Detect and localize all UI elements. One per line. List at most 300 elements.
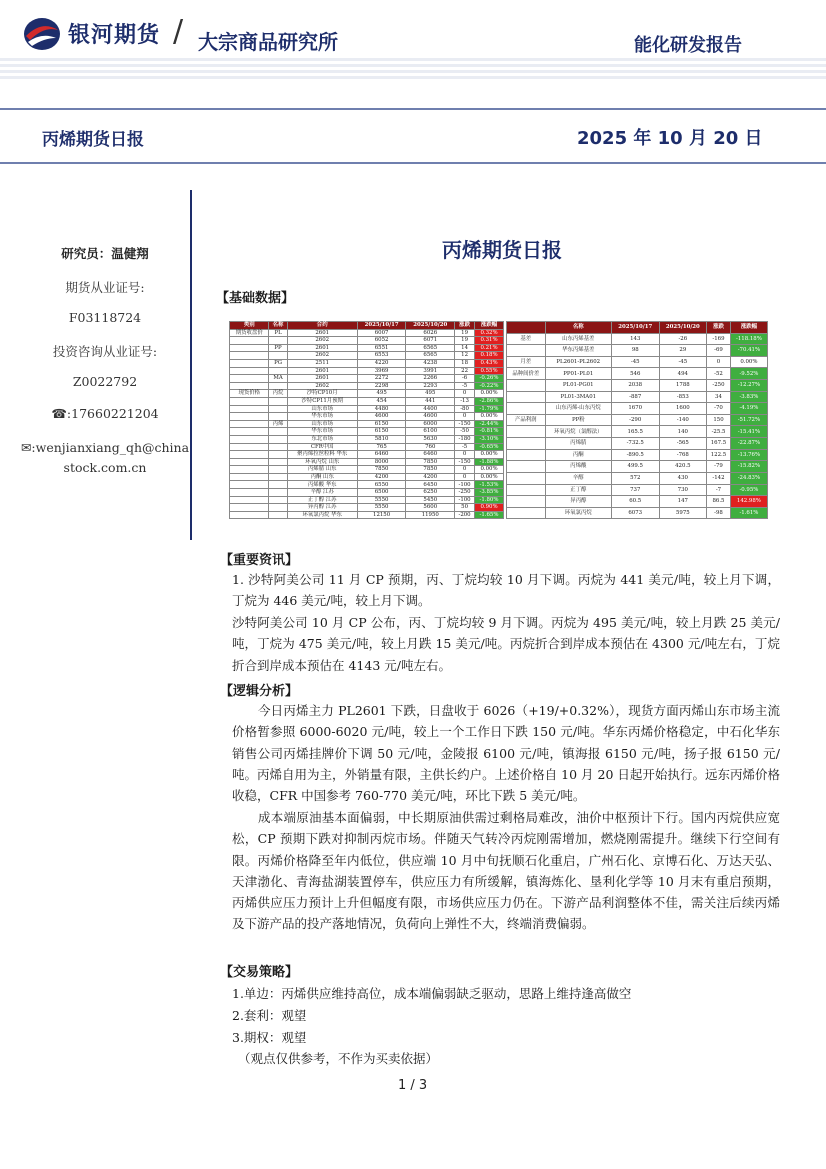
table-cell: 0	[455, 473, 475, 481]
table-cell: -22.87%	[730, 438, 767, 450]
table-cell: 山东丙烯-山东丙烷	[545, 403, 611, 415]
table-row	[230, 458, 504, 466]
table-row	[230, 420, 504, 428]
table-cell: -24.83%	[730, 472, 767, 484]
table-cell: 454	[357, 397, 406, 405]
table-cell: 辛醇	[545, 472, 611, 484]
table-cell: 0.90%	[475, 504, 504, 512]
table-cell: 98	[611, 345, 659, 357]
table-cell: 2038	[611, 380, 659, 392]
table-cell: 2601	[287, 344, 357, 352]
table-cell: -887	[611, 391, 659, 403]
table-cell: -1.79%	[475, 405, 504, 413]
table-cell: 0.00%	[475, 466, 504, 474]
table-cell: 丙酮	[545, 449, 611, 461]
table-row	[507, 368, 768, 380]
table-cell	[269, 413, 287, 421]
table-cell: 86.5	[707, 496, 731, 508]
table-row	[507, 333, 768, 345]
table-cell: 0.00%	[475, 451, 504, 459]
strategy-single: 1.单边：丙烯供应维持高位，成本端偏弱缺乏驱动，思路上维持逢高做空	[232, 986, 632, 1001]
table-cell	[507, 496, 546, 508]
company-name: 银河期货	[68, 23, 161, 48]
table-cell: -52	[707, 368, 731, 380]
table-cell: 0.31%	[475, 337, 504, 345]
table-cell: 22	[455, 367, 475, 375]
table-cell: 华东市场	[287, 428, 357, 436]
table-cell: 6565	[406, 344, 455, 352]
table-row	[507, 391, 768, 403]
table-cell: 2272	[357, 375, 406, 383]
table-cell	[507, 484, 546, 496]
table-cell: -51.72%	[730, 414, 767, 426]
basic-data-table	[229, 321, 771, 537]
table-cell: -150	[455, 458, 475, 466]
logic-paragraph-1: 今日丙烯主力 PL2601 下跌，日盘收于 6026（+19/+0.32%），现货方面丙烯山东市场主流价格暂参照 6000-6020 元/吨，较上一个工作日下跌 150 元/吨。华东丙烯价格稳定，中石化华东销售公司丙烯挂牌价下调 50 元/吨，金陵报 6100 元/吨，镇海报 6150 元/吨，扬子报 6150 元/吨。丙烯自用为主，外销量有限，主供长约户。上述价格自 10 月 20 日起开始执行。远东丙烯价格收稳，CFR 中国参考 760-770 美元/吨，环比下跌 5 美元/吨。	[232, 703, 780, 804]
table-cell	[230, 397, 269, 405]
table-cell: 4600	[357, 413, 406, 421]
invest-cert-number: Z0022792	[72, 374, 138, 389]
table-cell: 正丁醇 江苏	[287, 496, 357, 504]
table-cell: 730	[659, 484, 707, 496]
strategy-arbitrage: 2.套利：观望	[232, 1008, 307, 1023]
table-row	[507, 461, 768, 473]
table-cell: 6071	[406, 337, 455, 345]
table-cell: 6550	[357, 481, 406, 489]
table-cell: -6	[455, 375, 475, 383]
table-row	[230, 466, 504, 474]
table-cell: 0.21%	[475, 344, 504, 352]
table-cell: 2602	[287, 352, 357, 360]
table-cell: 品种间价差	[507, 368, 546, 380]
table-cell: 6553	[357, 352, 406, 360]
table-row	[507, 414, 768, 426]
table-cell: -15.41%	[730, 426, 767, 438]
table-cell: 5975	[659, 507, 707, 519]
phone-number: ☎:17660221204	[51, 406, 159, 421]
table-cell: 6073	[611, 507, 659, 519]
table-cell	[507, 426, 546, 438]
table-cell	[230, 435, 269, 443]
table-cell: -13.76%	[730, 449, 767, 461]
table-cell: 147	[659, 496, 707, 508]
table-header-cell: 2025/10/20	[659, 322, 707, 334]
table-header-cell	[507, 322, 546, 334]
table-cell: 4200	[357, 473, 406, 481]
table-cell: -1.65%	[475, 511, 504, 519]
table-cell: 6052	[357, 337, 406, 345]
table-cell: 2601	[287, 375, 357, 383]
table-cell: 正丁醇	[545, 484, 611, 496]
table-header-cell: 合约	[287, 322, 357, 330]
table-cell: 760	[406, 443, 455, 451]
table-row	[230, 352, 504, 360]
table-cell: -4.19%	[730, 403, 767, 415]
table-cell: -80	[455, 405, 475, 413]
table-cell	[269, 489, 287, 497]
page-number: 1 / 3	[398, 1078, 428, 1093]
table-row	[230, 511, 504, 519]
section-strategy: 【交易策略】	[220, 965, 299, 980]
table-cell: 2601	[287, 329, 357, 337]
table-header-cell: 类别	[230, 322, 269, 330]
table-cell: -3.83%	[730, 391, 767, 403]
table-cell: 华东丙烯基差	[545, 345, 611, 357]
table-cell: 14	[455, 344, 475, 352]
table-cell: 0	[455, 413, 475, 421]
table-cell: 167.5	[707, 438, 731, 450]
table-cell: 572	[611, 472, 659, 484]
table-cell	[230, 413, 269, 421]
table-cell: 5810	[357, 435, 406, 443]
table-cell: -2.44%	[475, 420, 504, 428]
table-cell: 丙烷	[269, 390, 287, 398]
table-cell: 丙烯酸 华东	[287, 481, 357, 489]
table-cell	[269, 458, 287, 466]
table-row	[230, 390, 504, 398]
table-cell: 546	[611, 368, 659, 380]
table-cell: 7850	[406, 458, 455, 466]
institute-name: 大宗商品研究所	[198, 30, 338, 54]
table-cell: 0.32%	[475, 329, 504, 337]
table-cell: 420.5	[659, 461, 707, 473]
table-cell: -3.85%	[475, 489, 504, 497]
table-cell: 2511	[287, 359, 357, 367]
table-cell: 60.5	[611, 496, 659, 508]
table-cell: 丙烯酸	[545, 461, 611, 473]
futures-spot-table	[229, 321, 504, 519]
table-cell: 沙特CP11月预期	[287, 397, 357, 405]
table-cell: 辛醇 江苏	[287, 489, 357, 497]
table-cell: 5550	[357, 504, 406, 512]
table-cell: -50	[455, 428, 475, 436]
table-cell: -45	[659, 356, 707, 368]
table-cell: 494	[659, 368, 707, 380]
disclaimer-note: （观点仅供参考，不作为买卖依据）	[238, 1051, 439, 1066]
table-cell: -2.86%	[475, 397, 504, 405]
table-cell: -890.5	[611, 449, 659, 461]
table-cell: -5	[455, 443, 475, 451]
table-cell	[269, 397, 287, 405]
table-cell: 11950	[406, 511, 455, 519]
table-row	[230, 428, 504, 436]
header-stripe	[0, 58, 826, 80]
table-cell: 18	[455, 359, 475, 367]
table-cell	[507, 461, 546, 473]
table-row	[230, 344, 504, 352]
table-cell: 19	[455, 337, 475, 345]
table-cell: -5	[455, 382, 475, 390]
table-cell: 环氧氯丙烷	[545, 507, 611, 519]
table-row	[230, 337, 504, 345]
logic-paragraph-2: 成本端原油基本面偏弱，中长期原油供需过剩格局难改，油价中枢预计下行。国内丙烷供应宽松，CP 预期下跌对抑制丙烷市场。伴随天气转冷丙烷刚需增加，燃烧刚需提升。继续下行空间有限。丙烯价格降至年内低位，供应端 10 月中旬抚顺石化重启，广州石化、京博石化、万达天弘、天津渤化、青海盐湖装置停车，供应压力有所缓解，镇海炼化、垦利化学等 10 月末有重启预期，丙烯供应压力预计上升但幅度有限，市场供应压力仍在。下游产品利润整体不佳，需关注后续丙烯及下游产品的投产落地情况，负荷向上弹性不大，终端消费偏弱。	[232, 810, 780, 932]
table-cell	[507, 449, 546, 461]
table-cell: PP	[269, 344, 287, 352]
futures-cert-label: 期货从业证号:	[65, 280, 145, 295]
table-cell: 765	[357, 443, 406, 451]
table-cell: PG	[269, 359, 287, 367]
table-cell: 430	[659, 472, 707, 484]
table-cell: 环氧氯丙烷 华东	[287, 511, 357, 519]
table-row	[507, 484, 768, 496]
page-header	[0, 0, 826, 80]
table-cell: 0.00%	[475, 390, 504, 398]
table-cell: -0.65%	[475, 443, 504, 451]
section-basic-data: 【基础数据】	[216, 291, 295, 306]
strategy-options: 3.期权：观望	[232, 1030, 307, 1045]
table-cell	[230, 443, 269, 451]
table-cell: 8000	[357, 458, 406, 466]
table-cell: 6460	[406, 451, 455, 459]
table-cell	[230, 466, 269, 474]
table-cell: -200	[455, 511, 475, 519]
table-cell	[269, 367, 287, 375]
table-row	[230, 443, 504, 451]
table-row	[230, 496, 504, 504]
table-cell: 6150	[357, 428, 406, 436]
table-cell: -0.26%	[475, 375, 504, 383]
table-row	[507, 496, 768, 508]
table-cell: 122.5	[707, 449, 731, 461]
table-row	[507, 472, 768, 484]
table-cell: 5600	[406, 504, 455, 512]
table-cell: 丙酮 山东	[287, 473, 357, 481]
table-cell: 丙烯腈	[545, 438, 611, 450]
table-header-cell: 2025/10/17	[357, 322, 406, 330]
table-row	[230, 367, 504, 375]
table-cell: 7850	[357, 466, 406, 474]
table-cell: 140	[659, 426, 707, 438]
table-cell: 2602	[287, 337, 357, 345]
table-cell: 50	[455, 504, 475, 512]
table-cell	[269, 504, 287, 512]
table-row	[230, 473, 504, 481]
section-logic: 【逻辑分析】	[220, 684, 299, 699]
table-row	[230, 397, 504, 405]
table-cell: 12	[455, 352, 475, 360]
table-row	[507, 426, 768, 438]
table-cell: -0.22%	[475, 382, 504, 390]
table-cell	[230, 451, 269, 459]
report-date: 2025 年 10 月 20 日	[577, 128, 763, 149]
table-cell: 150	[707, 414, 731, 426]
table-cell: 0.00%	[475, 473, 504, 481]
table-header-row	[507, 322, 768, 334]
table-cell: 34	[707, 391, 731, 403]
table-cell: 2602	[287, 382, 357, 390]
table-header-cell: 涨跌	[707, 322, 731, 334]
table-cell	[230, 504, 269, 512]
table-cell: -732.5	[611, 438, 659, 450]
table-cell: -70.41%	[730, 345, 767, 357]
table-cell: 丙烯	[269, 420, 287, 428]
table-cell	[269, 473, 287, 481]
table-cell: 基差	[507, 333, 546, 345]
table-row	[507, 449, 768, 461]
table-cell	[269, 511, 287, 519]
table-cell: -250	[455, 489, 475, 497]
table-row	[230, 359, 504, 367]
email-line-2: stock.com.cn	[63, 460, 147, 475]
table-cell: -1.88%	[475, 458, 504, 466]
table-cell	[230, 405, 269, 413]
table-cell: 6500	[357, 489, 406, 497]
table-row	[230, 481, 504, 489]
table-cell	[230, 352, 269, 360]
table-cell: 环氧丙烷 山东	[287, 458, 357, 466]
table-cell: 4400	[406, 405, 455, 413]
section-news: 【重要资讯】	[220, 553, 299, 568]
table-cell: -853	[659, 391, 707, 403]
table-cell: -45	[611, 356, 659, 368]
table-header-cell: 名称	[545, 322, 611, 334]
table-cell: 2293	[406, 382, 455, 390]
table-cell: 1600	[659, 403, 707, 415]
table-cell: 441	[406, 397, 455, 405]
table-row	[230, 329, 504, 337]
table-cell: 期货收盘价	[230, 329, 269, 337]
table-cell: 499.5	[611, 461, 659, 473]
table-cell: PL	[269, 329, 287, 337]
table-cell: PL01-3MA01	[545, 391, 611, 403]
table-cell: 6551	[357, 344, 406, 352]
table-cell: -1.61%	[730, 507, 767, 519]
table-cell	[230, 481, 269, 489]
table-cell: -0.95%	[730, 484, 767, 496]
table-cell: 环氧丙烷（氯醇法）	[545, 426, 611, 438]
table-cell: 现货价格	[230, 390, 269, 398]
table-cell: CFR中国	[287, 443, 357, 451]
table-cell	[507, 391, 546, 403]
table-cell	[269, 405, 287, 413]
table-cell: -26	[659, 333, 707, 345]
table-cell: -100	[455, 496, 475, 504]
table-cell: 6250	[406, 489, 455, 497]
table-cell: 月差	[507, 356, 546, 368]
researcher-name: 研究员：温健翔	[61, 246, 149, 261]
table-row	[507, 356, 768, 368]
table-cell	[269, 337, 287, 345]
table-cell	[230, 344, 269, 352]
table-cell: 聚丙烯拉丝粒料 华东	[287, 451, 357, 459]
table-cell: 丙烯腈 山东	[287, 466, 357, 474]
invest-cert-label: 投资咨询从业证号:	[52, 344, 158, 359]
table-cell: 产品利润	[507, 414, 546, 426]
table-cell: 495	[357, 390, 406, 398]
table-cell: 29	[659, 345, 707, 357]
table-row	[230, 435, 504, 443]
table-cell: -1.80%	[475, 496, 504, 504]
table-cell: -118.18%	[730, 333, 767, 345]
table-cell: 143	[611, 333, 659, 345]
table-cell: 4600	[406, 413, 455, 421]
table-cell: 4480	[357, 405, 406, 413]
table-cell: PP粉	[545, 414, 611, 426]
table-cell	[269, 481, 287, 489]
table-cell: -98	[707, 507, 731, 519]
table-cell: 异丙醇 江苏	[287, 504, 357, 512]
table-cell	[507, 472, 546, 484]
table-cell: 5550	[357, 496, 406, 504]
table-row	[230, 405, 504, 413]
table-cell: 东北市场	[287, 435, 357, 443]
table-cell	[230, 428, 269, 436]
table-cell	[230, 337, 269, 345]
table-cell	[269, 435, 287, 443]
table-cell: 6026	[406, 329, 455, 337]
table-cell: 异丙醇	[545, 496, 611, 508]
table-cell: 7850	[406, 466, 455, 474]
table-cell: -565	[659, 438, 707, 450]
table-row	[230, 489, 504, 497]
table-row	[230, 375, 504, 383]
news-paragraph-1: 1. 沙特阿美公司 11 月 CP 预期，丙、丁烷均较 10 月下调。丙烷为 441 美元/吨，较上月下调，丁烷为 446 美元/吨，较上月下调。	[232, 572, 780, 609]
table-cell	[230, 375, 269, 383]
band-bottom-line	[0, 162, 826, 164]
band-top-line	[0, 108, 826, 110]
table-cell: 6100	[406, 428, 455, 436]
table-cell: 4200	[406, 473, 455, 481]
table-cell: -25.5	[707, 426, 731, 438]
table-cell: -290	[611, 414, 659, 426]
table-row	[507, 403, 768, 415]
table-cell	[230, 367, 269, 375]
table-row	[230, 382, 504, 390]
table-cell: 6460	[357, 451, 406, 459]
table-cell	[507, 403, 546, 415]
table-cell: 0	[455, 451, 475, 459]
table-cell	[269, 443, 287, 451]
table-cell: -140	[659, 414, 707, 426]
table-cell: -1.53%	[475, 481, 504, 489]
table-cell: -79	[707, 461, 731, 473]
table-cell: 山东市场	[287, 405, 357, 413]
table-cell: 19	[455, 329, 475, 337]
table-cell: 4220	[357, 359, 406, 367]
table-row	[230, 504, 504, 512]
table-cell: 山东市场	[287, 420, 357, 428]
table-row	[230, 451, 504, 459]
table-cell: 5630	[406, 435, 455, 443]
table-cell	[269, 466, 287, 474]
main-title: 丙烯期货日报	[442, 238, 562, 262]
galaxy-logo-icon	[22, 16, 62, 52]
table-header-cell: 涨跌	[455, 322, 475, 330]
table-cell	[507, 438, 546, 450]
table-cell: -180	[455, 435, 475, 443]
table-cell	[269, 382, 287, 390]
table-cell: 0.00%	[730, 356, 767, 368]
table-row	[507, 438, 768, 450]
table-cell: -3.10%	[475, 435, 504, 443]
table-cell: PP01-PL01	[545, 368, 611, 380]
table-cell: 0.55%	[475, 367, 504, 375]
table-cell: -150	[455, 420, 475, 428]
news-paragraph-2: 沙特阿美公司 10 月 CP 公布，丙、丁烷均较 9 月下调。丙烷为 495 美元/吨，较上月跌 25 美元/吨，丁烷为 475 美元/吨，较上月跌 15 美元/吨。丙烷折合到岸成本预估在 4300 元/吨左右，丁烷折合到岸成本预估在 4143 元/吨左右。	[232, 615, 780, 673]
header-slash: /	[173, 14, 184, 49]
table-cell: 1788	[659, 380, 707, 392]
table-row	[507, 380, 768, 392]
table-cell: 165.5	[611, 426, 659, 438]
table-cell: 2298	[357, 382, 406, 390]
table-cell: 737	[611, 484, 659, 496]
email-line-1: ✉:wenjianxiang_qh@china	[20, 440, 190, 455]
band-title: 丙烯期货日报	[42, 130, 144, 150]
table-cell: 12150	[357, 511, 406, 519]
table-cell	[269, 496, 287, 504]
table-cell: 0	[455, 466, 475, 474]
table-cell: -100	[455, 481, 475, 489]
